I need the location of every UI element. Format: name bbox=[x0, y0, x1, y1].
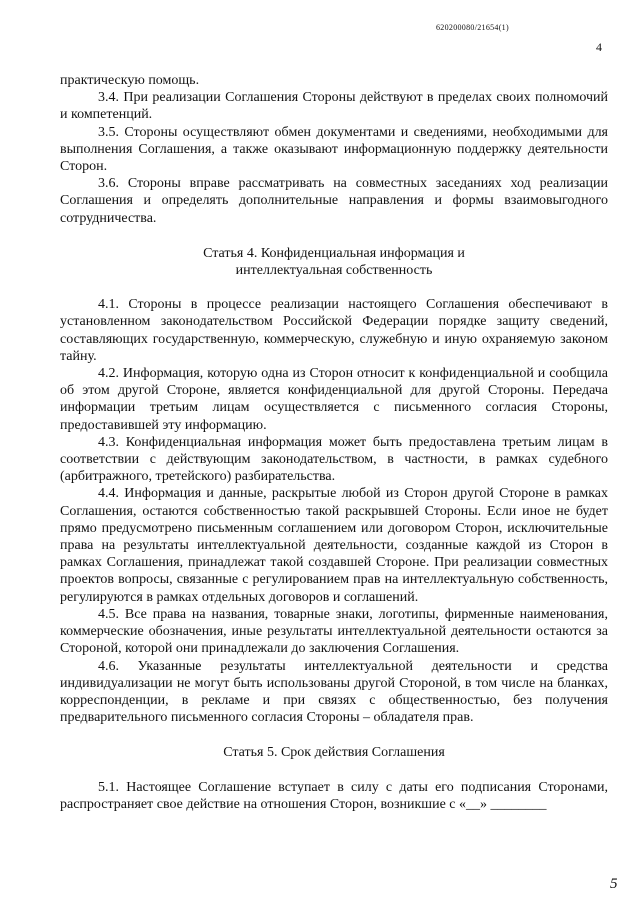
paragraph-5-1: 5.1. Настоящее Соглашение вступает в силу с даты его подписания Сторонами, распространяет свое действие на отношения Сторон, возникшие с «__» ________ bbox=[60, 779, 608, 812]
paragraph-4-3: 4.3. Конфиденциальная информация может быть предоставлена третьим лицам в соответствии с действующим законодательством, в частности, в рамках судебного (арбитражного, третейского) разбирательства. bbox=[60, 434, 608, 485]
article-4-title-line2: интеллектуальная собственность bbox=[235, 263, 433, 279]
paragraph-3-4: 3.4. При реализации Соглашения Стороны действуют в пределах своих полномочий и компетенций. bbox=[60, 90, 608, 123]
paragraph-3-5: 3.5. Стороны осуществляют обмен документами и сведениями, необходимыми для выполнения Соглашения, а также оказывают информационную поддержку деятельности Сторон. bbox=[60, 124, 608, 175]
paragraph-4-1: 4.1. Стороны в процессе реализации настоящего Соглашения обеспечивают в установленном законодательством Российской Федерации порядке защиту сведений, составляющих государственную, коммерческую, служебную и иную охраняемую законом тайну. bbox=[60, 297, 608, 364]
paragraph-4-4: 4.4. Информация и данные, раскрытые любой из Сторон другой Стороне в рамках Соглашения, остаются собственностью такой раскрывшей Стороны. Если иное не будет прямо предусмотрено письменным соглашением или договором Сторон, исключительные права на результаты интеллектуальной деятельности, созданные каждой из Сторон в рамках Соглашения, принадлежат такой создавшей Стороне. При реализации совместных проектов вопросы, связанные с регулированием прав на интеллектуальную собственность, регулируются в рамках отдельных договоров и соглашений. bbox=[60, 486, 608, 605]
document-body bbox=[60, 72, 608, 813]
article-4-title-line1: Статья 4. Конфиденциальная информация и bbox=[203, 245, 465, 261]
paragraph-3-6: 3.6. Стороны вправе рассматривать на совместных заседаниях ход реализации Соглашения и определять дополнительные направления и формы взаимовыгодного сотрудничества. bbox=[60, 176, 608, 226]
page-number: 4 bbox=[596, 40, 602, 54]
paragraph-continuation: практическую помощь. bbox=[60, 73, 200, 88]
article-4-heading bbox=[60, 245, 608, 279]
article-5-title: Статья 5. Срок действия Соглашения bbox=[223, 745, 445, 761]
paragraph-4-5: 4.5. Все права на названия, товарные знаки, логотипы, фирменные наименования, коммерческие обозначения, иные результаты интеллектуальной деятельности остаются за Стороной, которой они принадлежали до заключения Соглашения. bbox=[60, 606, 608, 657]
paragraph-4-2: 4.2. Информация, которую одна из Сторон относит к конфиденциальной и сообщила об этом другой Стороне, является конфиденциальной для другой Стороны. Передача информации третьим лицам осуществляется с письменного согласия Стороны, предоставившей эту информацию. bbox=[60, 366, 608, 433]
document-id: 620200080/21654(1) bbox=[436, 23, 509, 32]
article-5-heading bbox=[60, 744, 608, 761]
paragraph-4-6: 4.6. Указанные результаты интеллектуальной деятельности и средства индивидуализации не могут быть использованы другой Стороной, в том числе на бланках, корреспонденции, в рекламе и при связях с общественностью, без получения предварительного письменного согласия Стороны – обладателя прав. bbox=[60, 658, 608, 726]
handwritten-page-mark: 5 bbox=[610, 876, 618, 892]
